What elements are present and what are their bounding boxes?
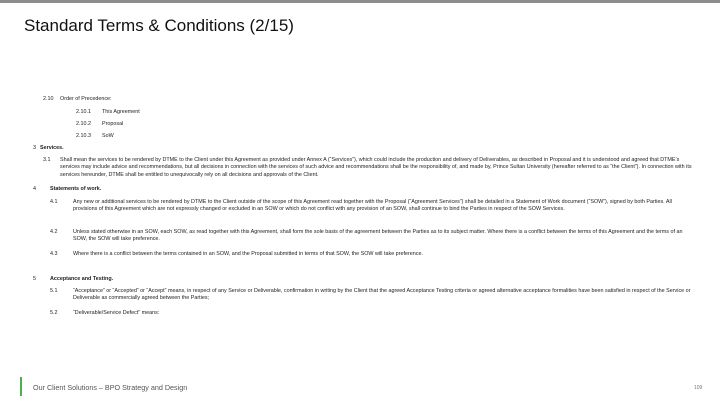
clause-number: 4.2 [50,229,58,235]
clause-number: 2.10.2 [76,121,91,127]
clause-text: “Acceptance” or “Accepted” or “Accept” means, in respect of any Service or Deliverable, confirmation in writing by the Client that the agreed Acceptance Testing criteria or agreed alternative acceptance formalities have been satisfied in respect of the Service or Deliverable as commercially agreed between the Parties; [73,288,691,302]
clause-number: 4.3 [50,251,58,257]
clause-text: Shall mean the services to be rendered by DTME to the Client under this Agreement as provided under Annex A (“Services”), which could include the production and delivery of Deliverables, as described in Proposal and it is understood and agreed that DTME’s services may include advice and recommendations, but all decisions in connection with the services of such advice and recommendations shall be the responsibility of, and made by, Prince Sultan University (hereafter referred to as “the Client”). In connection with its services hereunder, DTME shall be entitled to unequivocally rely on all decisions and approvals of the Client. [60,157,692,178]
page-number: 109 [694,385,703,391]
clause-text: Unless stated otherwise in an SOW, each SOW, as read together with this Agreement, shall form the sole basis of the agreement between the Parties as to its subject matter. Where there is a conflict between the terms of this Agreement and the terms of an SOW, the SOW will take preference. [73,229,683,243]
section-heading: Statements of work. [50,186,102,192]
clause-number: 2.10.3 [76,133,91,139]
clause-text: “Deliverable/Service Defect” means: [73,310,160,316]
clause-text: This Agreement [102,109,140,115]
section-number: 3 [33,145,36,151]
section-heading: Services. [40,145,64,151]
clause-number: 2.10 [43,96,54,102]
footer-text: Our Client Solutions – BPO Strategy and Design [33,383,188,392]
clause-number: 3.1 [43,157,51,163]
section-heading: Acceptance and Testing. [50,276,114,282]
clause-text: SoW [102,133,114,139]
section-number: 4 [33,186,36,192]
footer-accent-bar [20,377,22,396]
top-border [0,0,720,3]
clause-number: 4.1 [50,199,58,205]
slide-title: Standard Terms & Conditions (2/15) [24,16,294,35]
clause-text: Order of Precedence: [60,96,112,102]
clause-number: 5.2 [50,310,58,316]
clause-text: Proposal [102,121,124,127]
clause-text: Any new or additional services to be rendered by DTME to the Client outside of the scope of this Agreement read together with the Proposal (“Agreement Services”) shall be detailed in a Statement of Work document (“SOW”), signed by both Parties. All provisions of this Agreement which are not expressly changed or excluded in an SOW or which do not conflict with any provision of an SOW, shall continue to bind the Parties in respect of the SOW Services. [73,199,672,213]
clause-text: Where there is a conflict between the terms contained in an SOW, and the Proposal submitted in terms of that SOW, the SOW will take preference. [73,251,423,257]
clause-number: 2.10.1 [76,109,91,115]
clause-number: 5.1 [50,288,58,294]
section-number: 5 [33,276,36,282]
